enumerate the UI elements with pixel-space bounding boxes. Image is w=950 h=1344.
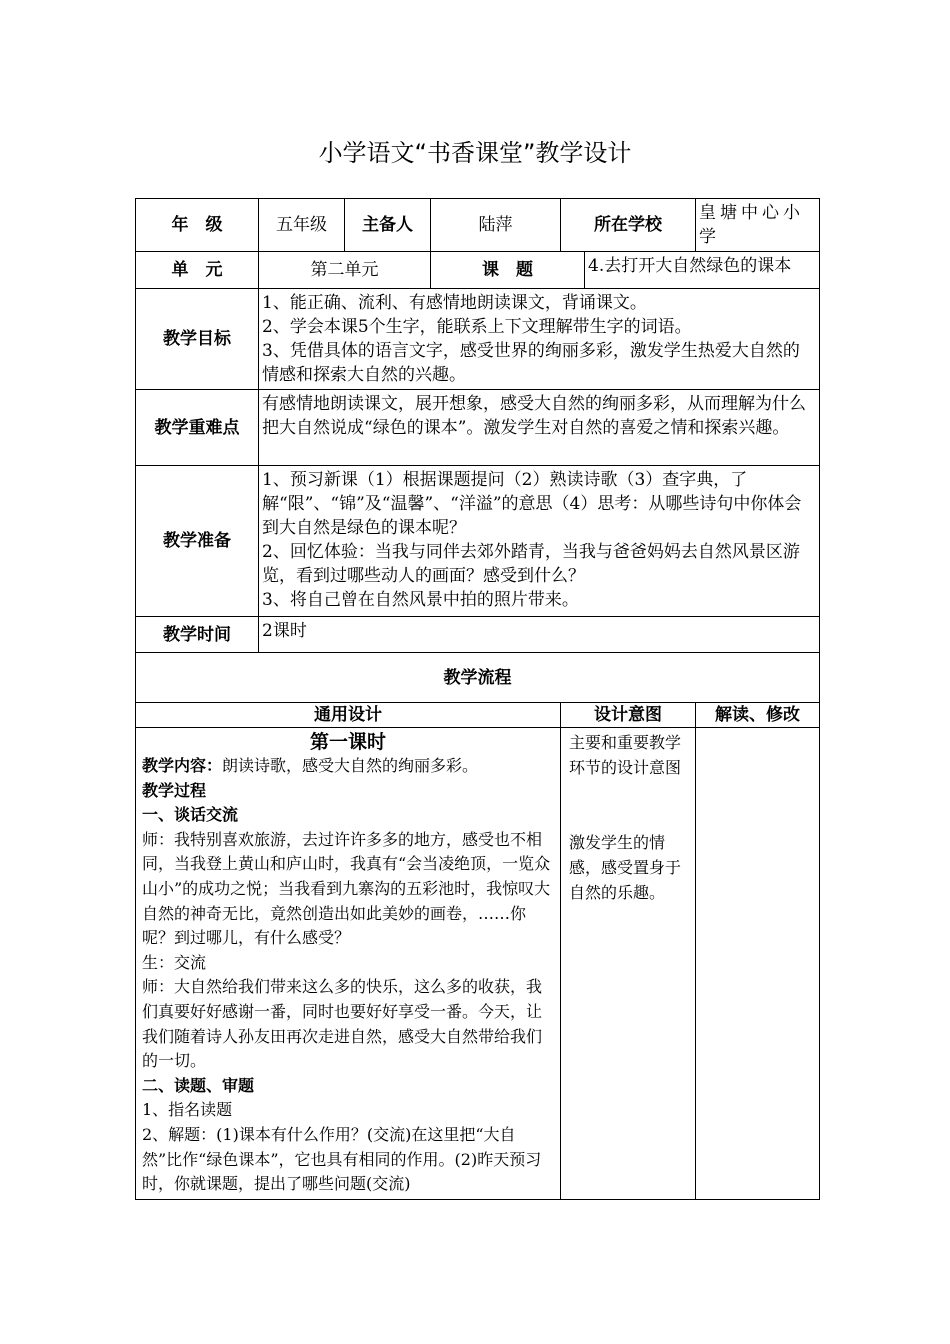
goal-item: 3、凭借具体的语言文字，感受世界的绚丽多彩，激发学生热爱大自然的情感和探索大自然的兴趣。 xyxy=(262,341,800,385)
unit-label: 单 元 xyxy=(136,252,259,289)
intent-note: 主要和重要教学环节的设计意图 xyxy=(569,733,682,777)
teaching-content-text: 朗读诗歌，感受大自然的绚丽多彩。 xyxy=(222,756,479,775)
unit-value: 第二单元 xyxy=(259,252,431,289)
section-heading: 二、读题、审题 xyxy=(142,1075,255,1095)
preparation-label: 教学准备 xyxy=(136,466,259,617)
preparation-content xyxy=(259,466,820,617)
preparer-value: 陆萍 xyxy=(431,199,561,252)
key-points-row xyxy=(136,390,820,466)
goals-label: 教学目标 xyxy=(136,289,259,390)
time-row xyxy=(136,617,820,653)
intent-note: 激发学生的情感，感受置身于自然的乐趣。 xyxy=(569,833,682,902)
section-heading: 一、谈话交流 xyxy=(142,805,239,825)
preparation-item: 2、回忆体验：当我与同伴去郊外踏青，当我与爸爸妈妈去自然风景区游览，看到过哪些动人的画面？感受到什么？ xyxy=(262,542,800,586)
general-design-content xyxy=(136,728,561,1200)
page-title: 小学语文“书香课堂”教学设计 xyxy=(318,139,632,167)
unit-row xyxy=(136,252,820,289)
teaching-content-label: 教学内容： xyxy=(142,756,223,775)
preparation-item: 1、预习新课（1）根据课题提问（2）熟读诗歌（3）查字典，了解“限”、“锦”及“温馨”、“洋溢”的意思（4）思考：从哪些诗句中你体会到大自然是绿色的课本呢？ xyxy=(262,470,802,538)
paragraph: 师：大自然给我们带来这么多的快乐，这么多的收获，我们真要好好感谢一番，同时也要好好享受一番。今天，让我们随着诗人孙友田再次走进自然，感受大自然带给我们的一切。 xyxy=(142,977,543,1071)
preparation-item: 3、将自己曾在自然风景中拍的照片带来。 xyxy=(262,590,579,610)
school-label: 所在学校 xyxy=(561,199,696,252)
paragraph: 1、指名读题 xyxy=(142,1100,233,1120)
lesson-plan-table xyxy=(135,198,820,1200)
key-points-content: 有感情地朗读课文，展开想象，感受大自然的绚丽多彩，从而理解为什么把大自然说成“绿色的课本”。激发学生对自然的喜爱之情和探索兴趣。 xyxy=(259,390,820,466)
key-points-label: 教学重难点 xyxy=(136,390,259,466)
goals-row xyxy=(136,289,820,390)
flow-body-row xyxy=(136,728,820,1200)
lesson-title: 第一课时 xyxy=(309,731,386,753)
lesson-value: 4.去打开大自然绿色的课本 xyxy=(585,252,820,289)
preparer-label: 主备人 xyxy=(345,199,431,252)
time-value: 2课时 xyxy=(259,617,820,653)
paragraph: 师：我特别喜欢旅游，去过许许多多的地方，感受也不相同，当我登上黄山和庐山时，我真有“会当凌绝顶，一览众山小”的成功之悦；当我看到九寨沟的五彩池时，我惊叹大自然的神奇无比，竟然创造出如此美妙的画卷，……你呢？到过哪儿，有什么感受？ xyxy=(142,829,551,948)
flow-header-row xyxy=(136,653,820,703)
paragraph: 2、解题：(1)课本有什么作用？(交流)在这里把“大自然”比作“绿色课本”，它也具有相同的作用。(2)昨天预习时，你就课题，提出了哪些问题(交流) xyxy=(142,1124,542,1194)
preparation-row xyxy=(136,466,820,617)
design-intent-content xyxy=(561,728,696,1200)
school-value: 皇塘中心小学 xyxy=(696,199,820,252)
goal-item: 1、能正确、流利、有感情地朗读课文，背诵课文。 xyxy=(262,293,647,313)
col-design-intent: 设计意图 xyxy=(561,703,696,728)
paragraph: 生：交流 xyxy=(142,952,207,972)
grade-value: 五年级 xyxy=(259,199,345,252)
spacer xyxy=(569,780,687,830)
flow-header: 教学流程 xyxy=(136,653,820,703)
goals-content xyxy=(259,289,820,390)
col-general-design: 通用设计 xyxy=(136,703,561,728)
col-notes: 解读、修改 xyxy=(696,703,820,728)
notes-content xyxy=(696,728,820,1200)
teaching-content xyxy=(142,754,554,779)
goal-item: 2、学会本课5个生字，能联系上下文理解带生字的词语。 xyxy=(262,317,692,337)
lesson-label: 课 题 xyxy=(431,252,585,289)
flow-columns-row xyxy=(136,703,820,728)
grade-label: 年 级 xyxy=(136,199,259,252)
time-label: 教学时间 xyxy=(136,617,259,653)
grade-row xyxy=(136,199,820,252)
process-heading: 教学过程 xyxy=(142,780,207,800)
